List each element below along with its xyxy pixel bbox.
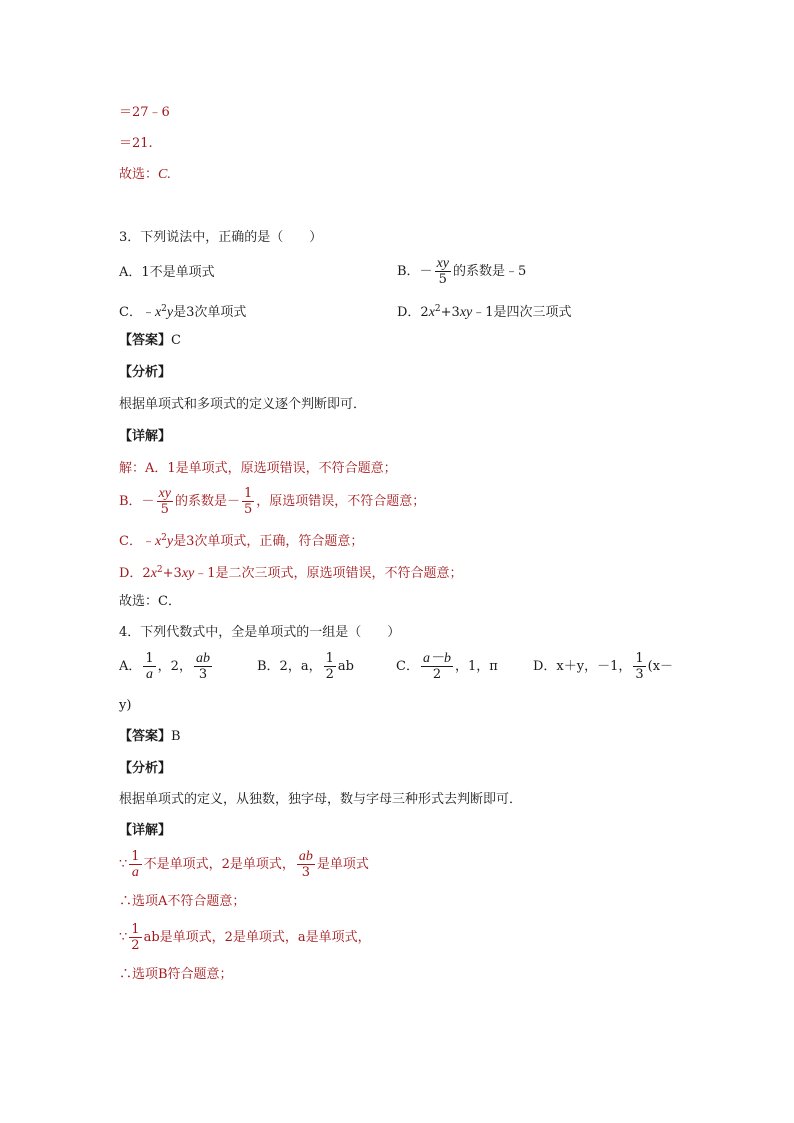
answer-label: 【答案】 xyxy=(119,333,172,348)
detail-prefix: B．－ xyxy=(119,494,155,509)
q4-analysis-text: 根据单项式的定义，从独数，独字母，数与字母三种形式去判断即可． xyxy=(119,792,523,807)
fraction-numerator: 1 xyxy=(131,849,140,864)
q3-option-d-prefix: D．2 xyxy=(397,305,429,320)
q3-detail-3 xyxy=(119,529,363,551)
fraction-numerator: 1 xyxy=(145,651,154,666)
exponent: 2 xyxy=(434,304,441,314)
fraction-denominator: 5 xyxy=(244,502,253,517)
fraction-denominator: 2 xyxy=(432,667,442,682)
option-prefix: B．2，a， xyxy=(257,659,322,674)
q3-detail-2 xyxy=(119,486,425,517)
q4-option-c xyxy=(396,651,498,682)
q3-option-b-prefix: B．－ xyxy=(397,264,433,279)
q4-answer xyxy=(119,728,181,746)
var-xy: xy xyxy=(181,566,195,581)
detail-suffix: 是3次单项式，正确，符合题意； xyxy=(173,534,364,549)
fraction-numerator: ab xyxy=(195,651,210,666)
q4-option-d xyxy=(533,651,673,682)
var-y: y xyxy=(166,305,174,320)
q3-option-a: A．1不是单项式 xyxy=(119,265,215,280)
q4-analysis-label: 【分析】 xyxy=(119,761,172,776)
detail-suffix: ，原选项错误，不符合题意； xyxy=(256,494,426,509)
q3-analysis-label: 【分析】 xyxy=(119,365,172,380)
calc-choose xyxy=(119,166,171,184)
option-suffix: ab xyxy=(337,659,354,674)
fraction-1-over-3 xyxy=(633,651,645,682)
exponent: 2 xyxy=(156,565,163,575)
because-symbol: ∵ xyxy=(119,930,128,945)
exponent: 2 xyxy=(161,533,167,543)
detail-mid: +3 xyxy=(162,566,182,581)
answer-value: B xyxy=(171,729,181,744)
q3-option-d-suffix: ﹣1是四次三项式 xyxy=(472,305,572,320)
fraction-ab-over-3 xyxy=(194,651,212,682)
q3-choose: 故选：C． xyxy=(119,594,181,609)
fraction-numerator: 1 xyxy=(325,651,334,666)
q4-detail-1 xyxy=(119,849,369,880)
fraction-denominator: a xyxy=(131,865,139,880)
var-y: y xyxy=(166,534,174,549)
option-suffix: ，1，π xyxy=(454,659,498,674)
detail-mid: 的系数是－ xyxy=(175,494,241,509)
calc-line-2: ＝21. xyxy=(119,136,153,151)
q3-answer xyxy=(119,332,181,350)
q3-detail-1: 解：A．1是单项式，原选项错误，不符合题意； xyxy=(119,461,397,476)
fraction-1-over-2 xyxy=(324,651,336,682)
q4-stem: 4．下列代数式中，全是单项式的一组是（ ） xyxy=(119,625,401,640)
q4-detail-2: ∴选项A不符合题意； xyxy=(119,894,246,909)
fraction-numerator: 1 xyxy=(131,922,140,937)
fraction-a-minus-b-over-2 xyxy=(421,651,453,682)
choose-label: 故选： xyxy=(119,167,159,182)
fraction-denominator: a xyxy=(146,667,154,682)
exponent: 2 xyxy=(161,304,167,314)
q3-option-c-prefix: C．﹣ xyxy=(119,305,155,320)
fraction-numerator: xy xyxy=(158,486,171,501)
var-x: x xyxy=(428,305,435,320)
option-suffix: (x－ xyxy=(647,659,674,674)
var-xy: xy xyxy=(459,305,473,320)
fraction-1-over-2 xyxy=(129,922,141,953)
fraction-1-over-a xyxy=(143,651,155,682)
fraction-denominator: 5 xyxy=(160,502,169,517)
answer-value: C xyxy=(171,333,181,348)
because-symbol: ∵ xyxy=(119,857,128,872)
q3-stem: 3．下列说法中，正确的是（ ） xyxy=(119,230,323,245)
q4-detail-3 xyxy=(119,922,371,953)
q3-option-b-suffix: 的系数是﹣5 xyxy=(453,264,527,279)
calc-line-1: ＝27﹣6 xyxy=(119,105,170,120)
fraction-denominator: 2 xyxy=(325,667,334,682)
fraction-numerator: 1 xyxy=(635,651,644,666)
detail-suffix: ﹣1是二次三项式，原选项错误，不符合题意； xyxy=(194,566,463,581)
option-prefix: C． xyxy=(396,659,419,674)
detail-suffix: 是单项式 xyxy=(316,857,369,872)
q3-option-d xyxy=(397,300,572,322)
option-mid: ，2， xyxy=(157,659,192,674)
q4-detail-label: 【详解】 xyxy=(119,823,172,838)
option-prefix: D．x＋y，－1， xyxy=(533,659,632,674)
fraction-denominator: 3 xyxy=(198,667,208,682)
fraction-1-over-a xyxy=(129,849,141,880)
detail-prefix: C．﹣ xyxy=(119,534,155,549)
fraction-denominator: 3 xyxy=(301,865,310,880)
option-prefix: A． xyxy=(119,659,142,674)
q3-analysis-text: 根据单项式和多项式的定义逐个判断即可． xyxy=(119,397,367,412)
var-x: x xyxy=(154,305,162,320)
q3-option-b xyxy=(397,256,526,287)
fraction-denominator: 2 xyxy=(131,938,140,953)
fraction-numerator: 1 xyxy=(244,486,253,501)
var-x: x xyxy=(150,566,157,581)
q4-option-d-wrap: y) xyxy=(119,698,132,713)
fraction-numerator: a－b xyxy=(422,651,451,666)
detail-mid: 不是单项式，2是单项式， xyxy=(143,857,295,872)
answer-label: 【答案】 xyxy=(119,729,172,744)
q3-option-b-fraction xyxy=(435,256,451,287)
q3-option-c-suffix: 是3次单项式 xyxy=(173,305,247,320)
q3-detail-4 xyxy=(119,561,463,583)
q3-option-d-mid: +3 xyxy=(440,305,460,320)
q3-detail-label: 【详解】 xyxy=(119,429,172,444)
q4-detail-4: ∴选项B符合题意； xyxy=(119,967,233,982)
detail-suffix: ab是单项式，2是单项式，a是单项式， xyxy=(143,930,371,945)
q4-option-a xyxy=(119,651,214,682)
q4-option-b xyxy=(257,651,354,682)
q3-option-c xyxy=(119,300,246,322)
fraction-denominator: 3 xyxy=(635,667,644,682)
fraction-ab-over-3 xyxy=(297,849,315,880)
fraction-xy-over-5 xyxy=(157,486,173,517)
var-x: x xyxy=(154,534,162,549)
detail-prefix: D．2 xyxy=(119,566,151,581)
fraction-denominator: 5 xyxy=(438,272,447,287)
choose-answer: C. xyxy=(158,167,171,182)
fraction-1-over-5 xyxy=(242,486,254,517)
fraction-numerator: xy xyxy=(436,256,449,271)
fraction-numerator: ab xyxy=(298,849,313,864)
